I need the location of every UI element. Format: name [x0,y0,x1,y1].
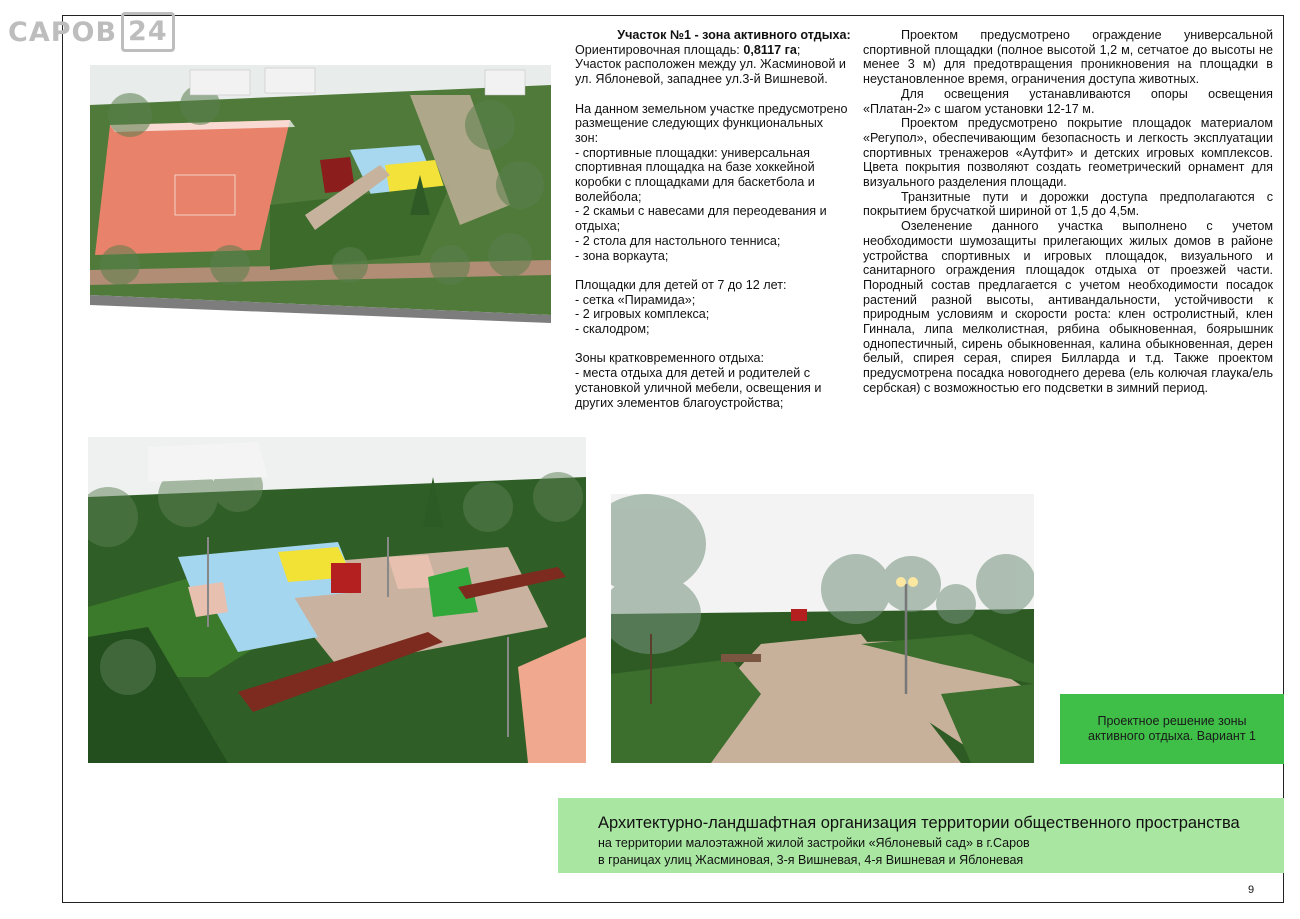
banner-subtitle [598,835,1284,869]
area-suffix: ; [796,42,801,57]
title-banner [558,798,1284,873]
area-label: Ориентировочная площадь: [575,42,744,57]
render-path-perspective [611,494,1034,763]
area-value: 0,8117 га [743,42,797,57]
render-aerial-view [90,65,551,357]
zones-list-item: - 2 стола для настольного тенниса; [575,233,781,248]
zones-list-item: спортивная площадка на базе хоккейной [575,160,815,175]
banner-subtitle-line: в границах улиц Жасминовая, 3-я Вишневая, 4-я Вишневая и Яблоневая [598,853,1024,867]
banner-subtitle-line: на территории малоэтажной жилой застройки «Яблоневый сад» в г.Саров [598,836,1030,850]
kids-list-item: - 2 игровых комплекса; [575,307,710,322]
caption-box [1060,694,1284,764]
zones-list-item: коробки с площадками для баскетбола и [575,175,815,190]
kids-list-item: - скалодром; [575,322,650,337]
text-column-left [575,28,853,410]
logo [8,11,175,53]
zones-intro-line: На данном земельном участке предусмотрено [575,101,848,116]
caption-text: Проектное решение зоны активного отдыха. Вариант 1 [1088,714,1256,743]
area-line [575,43,853,58]
rest-list-item: - места отдыха для детей и родителей с [575,366,811,381]
section-heading: Участок №1 - зона активного отдыха: [617,28,851,42]
render-playground-perspective [88,437,586,763]
paragraph-fencing: Проектом предусмотрено ограждение универсальной спортивной площадки (полное высотой 1,2 м, сетчатое до высоты не менее 3 м) для предотвращения проникновения на площадки в неустановленное время, ограничения доступа животных. [863,28,1273,87]
location-line: Участок расположен между ул. Жасминовой и [575,57,846,72]
zones-intro-line: зон: [575,130,599,145]
text-column-right [863,28,1273,396]
paragraph-paths: Транзитные пути и дорожки доступа предполагаются с покрытием брусчаткой шириной от 1,5 до 4,5м. [863,189,1273,219]
zones-list-item: - 2 скамьи с навесами для переодевания и [575,204,827,219]
zones-intro-line: размещение следующих функциональных [575,116,824,131]
kids-list-item: - сетка «Пирамида»; [575,292,696,307]
logo-number: 24 [121,12,175,52]
location-line: ул. Яблоневой, западнее ул.3-й Вишневой. [575,72,828,87]
logo-name: САРОВ [8,16,118,48]
rest-list-item: установкой уличной мебели, освещения и [575,380,822,395]
paragraph-coating: Проектом предусмотрено покрытие площадок материалом «Регупол», обеспечивающим безопасность и легкость эксплуатации спортивных тренажеров «Аутфит» и детских игровых комплексов. Цвета покрытия позволяют создать геометрический орнамент для визуального разделения площади. [863,116,1273,190]
kids-list-item: Площадки для детей от 7 до 12 лет: [575,277,787,292]
zones-list-item: волейбола; [575,189,642,204]
page-number: 9 [1248,884,1255,896]
rest-list-item: других элементов благоустройства; [575,395,784,410]
zones-list-item: - спортивные площадки: универсальная [575,145,810,160]
banner-title: Архитектурно-ландшафтная организация территории общественного пространства [598,814,1240,832]
zones-list-item: отдыха; [575,219,621,234]
paragraph-greenery: Озеленение данного участка выполнено с учетом необходимости шумозащиты прилегающих жилых домов в районе устройства спортивных и игровых площадок, визуального и санитарного ограждения площадок отдыха от проезжей части. Породный состав предлагается с учетом необходимости посадок растений разной высоты, антивандальности, устойчивости к природным условиям и скорости роста: клен остролистный, клен Гиннала, липа мелколистная, рябина обыкновенная, боярышник однопестичный, сирень обыкновенная, калина обыкновенная, дерен белый, спирея серая, спирея Билларда и т.д. Также проектом предусмотрена посадка новогоднего дерева (ель колючая глаука/ель сербская) с возможностью его подсветки в зимний период. [863,219,1273,395]
paragraph-lighting: Для освещения устанавливаются опоры освещения «Платан-2» с шагом установки 12-17 м. [863,86,1273,116]
zones-list-item: - зона воркаута; [575,248,669,263]
rest-list-item: Зоны кратковременного отдыха: [575,351,765,366]
